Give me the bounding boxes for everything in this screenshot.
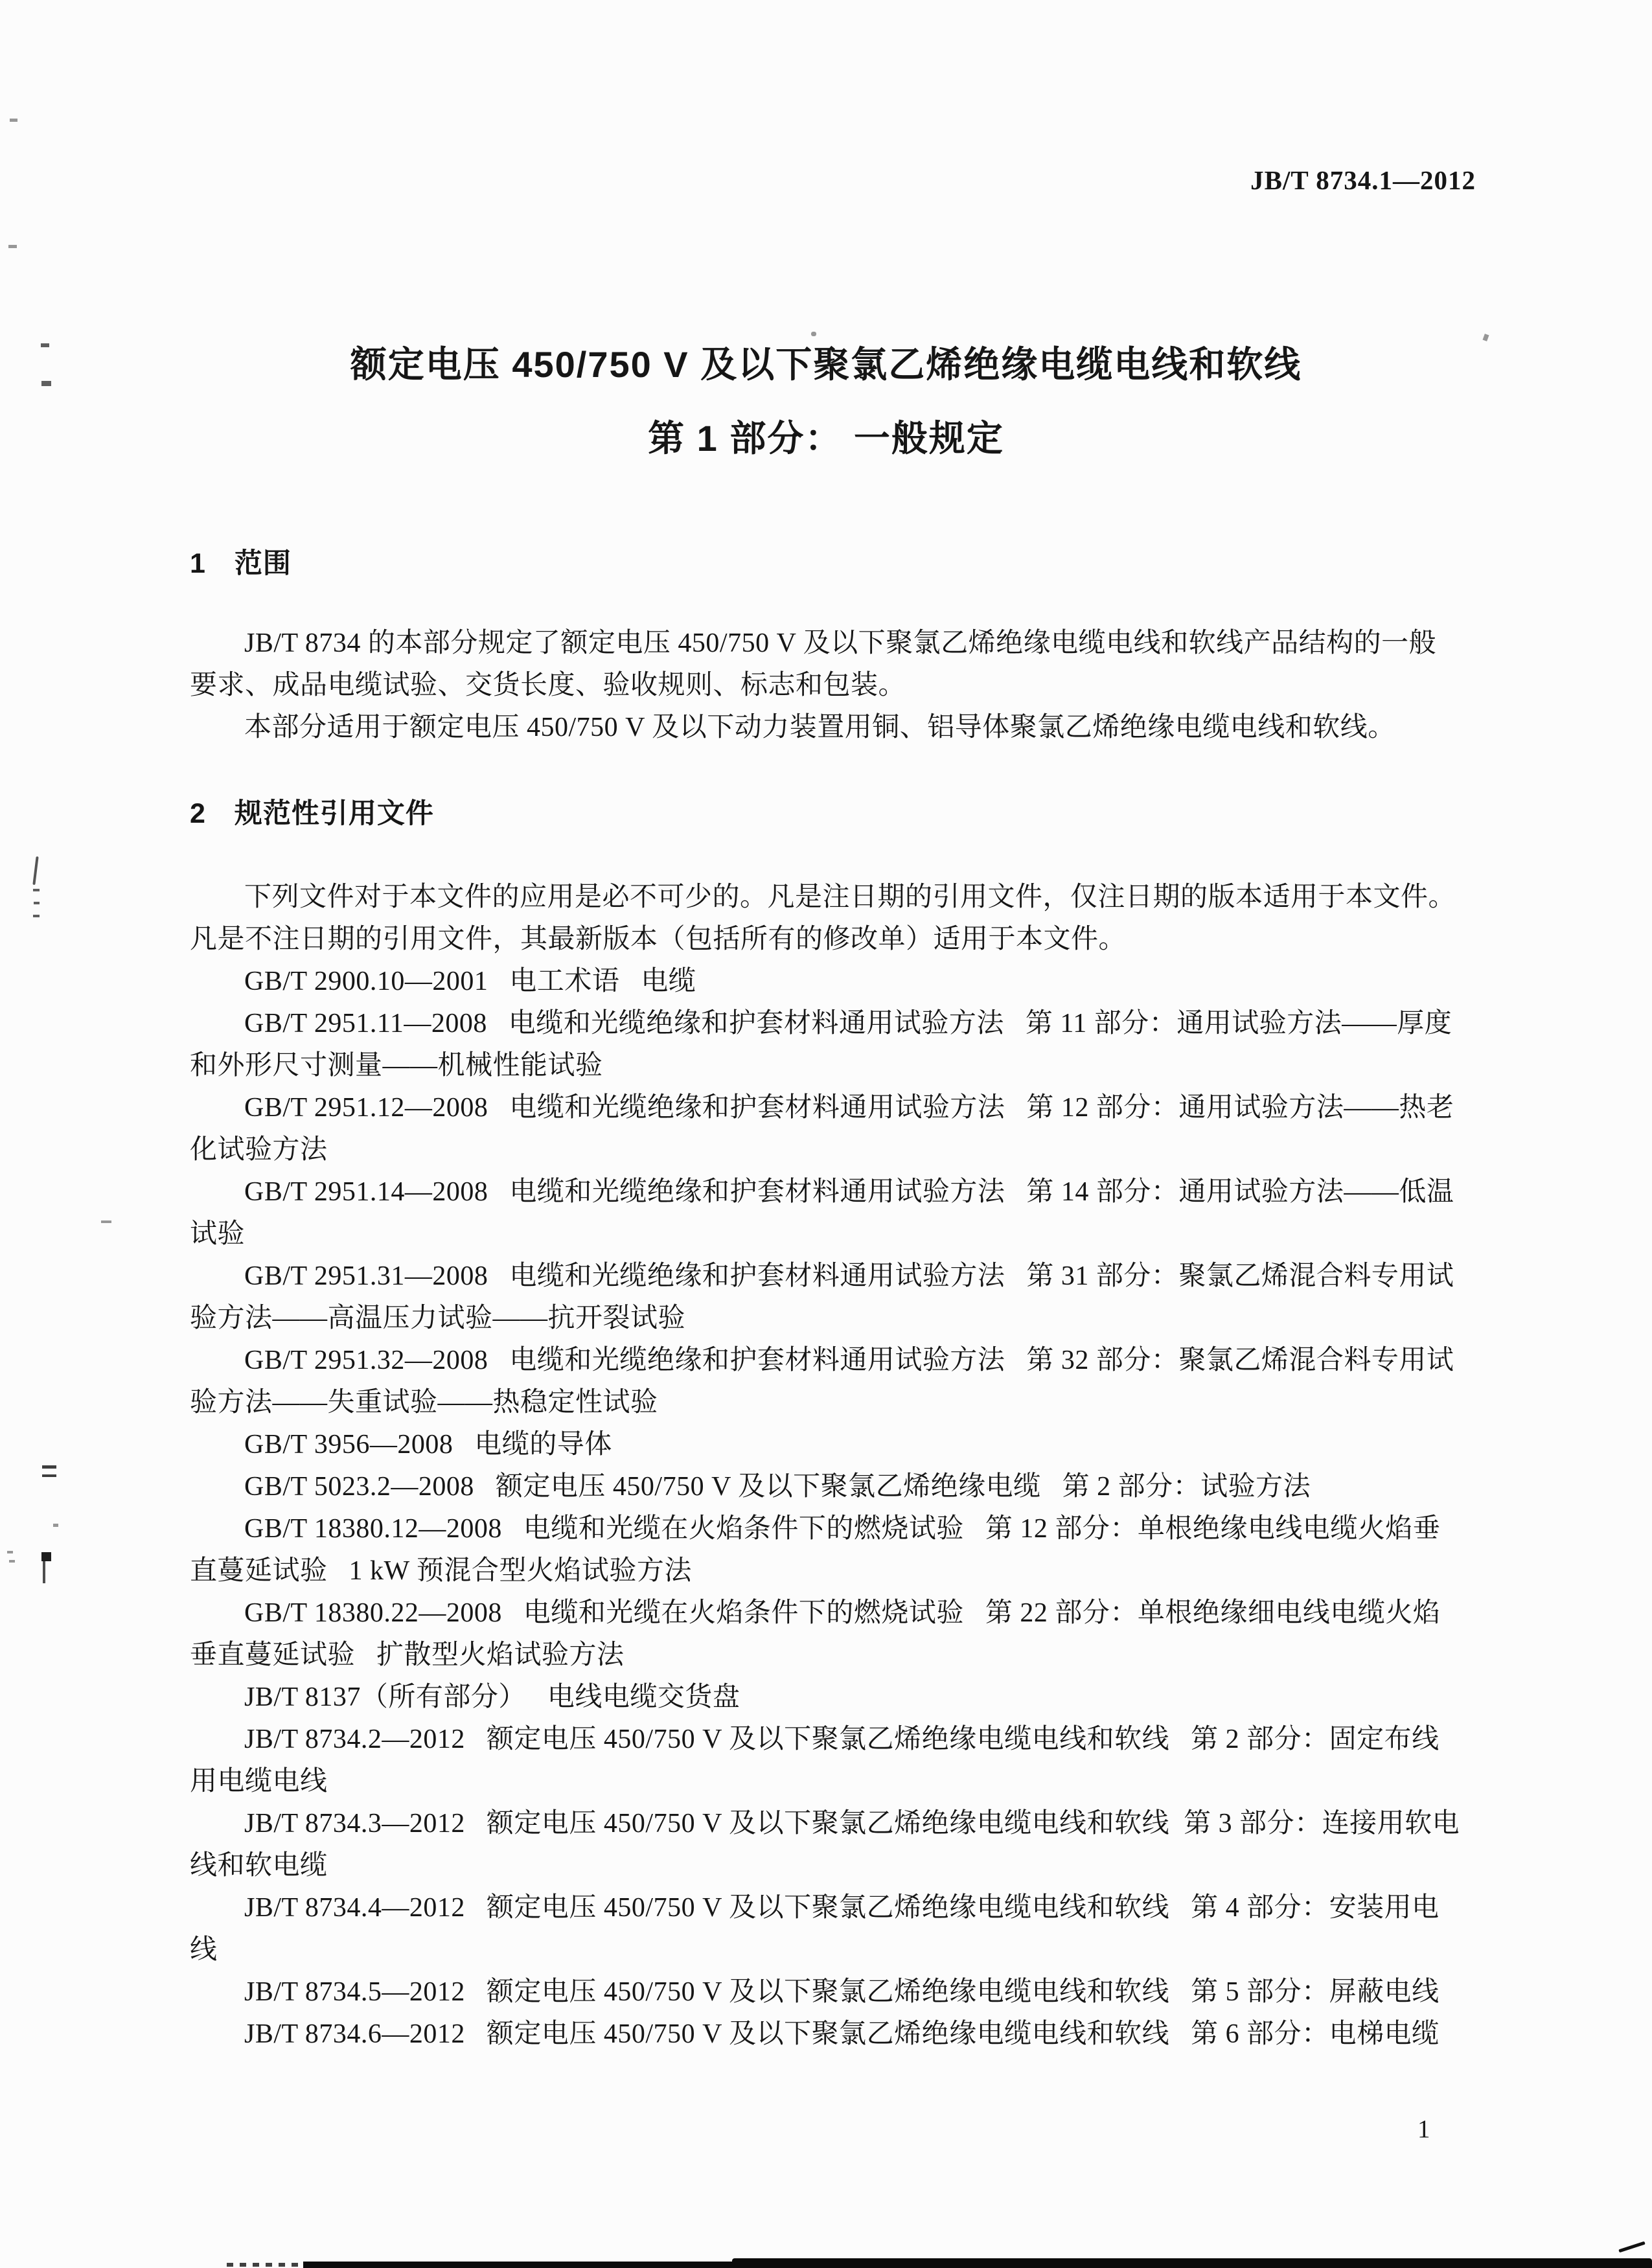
reference-item: GB/T 2951.32—2008 电缆和光缆绝缘和护套材料通用试验方法 第 32 部分：聚氯乙烯混合料专用试验方法——失重试验——热稳定性试验 <box>190 1346 1454 1417</box>
reference-item: GB/T 2951.11—2008 电缆和光缆绝缘和护套材料通用试验方法 第 11 部分：通用试验方法——厚度和外形尺寸测量——机械性能试验 <box>190 1009 1452 1081</box>
reference-item: GB/T 2900.10—2001 电工术语 电缆 <box>244 967 696 996</box>
reference-item: GB/T 2951.12—2008 电缆和光缆绝缘和护套材料通用试验方法 第 12 部分：通用试验方法——热老化试验方法 <box>190 1093 1454 1165</box>
scan-speck <box>53 1524 58 1527</box>
reference-item: JB/T 8734.3—2012 额定电压 450/750 V 及以下聚氯乙烯绝缘电缆电线和软线 第 3 部分：连接用软电线和软电缆 <box>190 1809 1460 1881</box>
scan-speck <box>33 889 40 891</box>
reference-item: GB/T 2951.14—2008 电缆和光缆绝缘和护套材料通用试验方法 第 14 部分：通用试验方法——低温试验 <box>190 1177 1454 1249</box>
scan-flag-mark <box>41 1552 51 1561</box>
scope-paragraph-2: 本部分适用于额定电压 450/750 V 及以下动力装置用铜、铝导体聚氯乙烯绝缘电缆电线和软线。 <box>244 713 1395 742</box>
reference-item: JB/T 8734.2—2012 额定电压 450/750 V 及以下聚氯乙烯绝缘电缆电线和软线 第 2 部分：固定布线用电缆电线 <box>190 1724 1440 1796</box>
scan-corner-mark <box>1618 2241 1645 2253</box>
doc-title <box>0 328 1652 475</box>
reference-item: GB/T 18380.12—2008 电缆和光缆在火焰条件下的燃烧试验 第 12 部分：单根绝缘电线电缆火焰垂直蔓延试验 1 kW 预混合型火焰试验方法 <box>190 1514 1441 1586</box>
scan-bar-dots <box>227 2263 311 2267</box>
scan-speck <box>7 1551 13 1553</box>
scope-paragraph-1: JB/T 8734 的本部分规定了额定电压 450/750 V 及以下聚氯乙烯绝缘电缆电线和软线产品结构的一般要求、成品电缆试验、交货长度、验收规则、标志和包装。 <box>190 628 1437 700</box>
reference-item: JB/T 8734.6—2012 额定电压 450/750 V 及以下聚氯乙烯绝缘电缆电线和软线 第 6 部分：电梯电缆 <box>244 2019 1440 2049</box>
scan-speck <box>811 332 816 336</box>
section-2-title: 规范性引用文件 <box>234 798 434 829</box>
section-1-number: 1 <box>190 548 206 579</box>
doc-title-line1: 额定电压 450/750 V 及以下聚氯乙烯绝缘电缆电线和软线 <box>350 344 1302 385</box>
scan-speck <box>41 343 49 347</box>
doc-code: JB/T 8734.1—2012 <box>1250 165 1476 195</box>
page-number: 1 <box>1417 2115 1430 2143</box>
scan-squiggle-mark <box>32 856 38 885</box>
scan-equals-mark <box>42 1465 56 1477</box>
section-2-number: 2 <box>190 798 206 829</box>
reference-item: JB/T 8734.5—2012 额定电压 450/750 V 及以下聚氯乙烯绝缘电缆电线和软线 第 5 部分：屏蔽电线 <box>244 1977 1440 2007</box>
bottom-scan-bar-thick <box>732 2258 1652 2268</box>
scan-speck <box>101 1220 111 1223</box>
section-1-heading <box>190 543 1462 585</box>
reference-item: GB/T 5023.2—2008 额定电压 450/750 V 及以下聚氯乙烯绝缘电缆 第 2 部分：试验方法 <box>244 1472 1311 1502</box>
scan-flag-tail <box>43 1561 45 1583</box>
section-2-heading <box>190 793 1462 835</box>
reference-item: JB/T 8137（所有部分） 电线电缆交货盘 <box>244 1682 740 1712</box>
reference-item: GB/T 18380.22—2008 电缆和光缆在火焰条件下的燃烧试验 第 22 部分：单根绝缘细电线电缆火焰垂直蔓延试验 扩散型火焰试验方法 <box>190 1598 1441 1670</box>
reference-item: JB/T 8734.4—2012 额定电压 450/750 V 及以下聚氯乙烯绝缘电缆电线和软线 第 4 部分：安装用电线 <box>190 1893 1440 1965</box>
normative-references-intro: 下列文件对于本文件的应用是必不可少的。凡是注日期的引用文件，仅注日期的版本适用于本文件。凡是不注日期的引用文件，其最新版本（包括所有的修改单）适用于本文件。 <box>190 882 1456 954</box>
reference-item: GB/T 3956—2008 电缆的导体 <box>244 1430 612 1460</box>
document-body <box>190 543 1462 2056</box>
reference-item: GB/T 2951.31—2008 电缆和光缆绝缘和护套材料通用试验方法 第 31 部分：聚氯乙烯混合料专用试验方法——高温压力试验——抗开裂试验 <box>190 1261 1454 1333</box>
scan-speck <box>41 381 51 386</box>
doc-title-line2: 第 1 部分： 一般规定 <box>648 418 1004 459</box>
section-1-title: 范围 <box>234 548 292 579</box>
scan-speck <box>9 1560 15 1563</box>
scan-speck <box>33 915 40 917</box>
scan-speck <box>8 245 17 248</box>
scan-speck <box>34 902 40 904</box>
normative-references-list <box>190 961 1462 2056</box>
scan-speck <box>10 119 17 122</box>
